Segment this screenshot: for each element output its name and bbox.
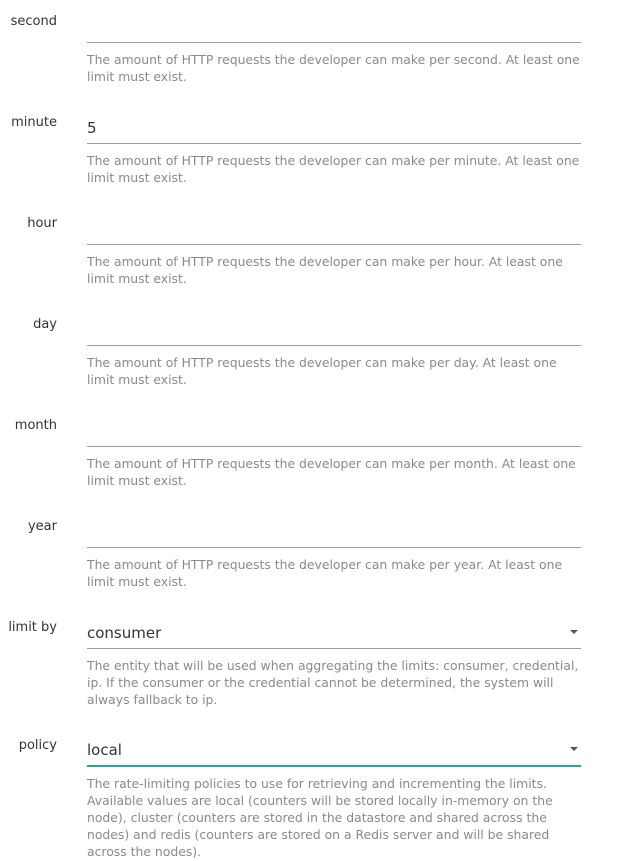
- second-input[interactable]: [87, 18, 547, 36]
- policy-row: [0, 724, 623, 859]
- policy-label: policy: [18, 738, 57, 753]
- minute-label: minute: [11, 115, 57, 130]
- limit-by-label: limit by: [8, 620, 57, 635]
- day-field-wrapper: [87, 303, 581, 346]
- month-help-text: The amount of HTTP requests the developer can make per month. At least one limit must exist.: [87, 456, 576, 488]
- year-row: [0, 505, 623, 606]
- caret-down-icon: [570, 747, 578, 751]
- year-help-text: The amount of HTTP requests the developer can make per year. At least one limit must exist.: [87, 557, 563, 589]
- month-field-wrapper: [87, 404, 581, 447]
- month-label: month: [14, 418, 57, 433]
- hour-label: hour: [27, 216, 57, 231]
- hour-input[interactable]: [87, 220, 547, 238]
- policy-help-text: The rate-limiting policies to use for retrieving and incrementing the limits. Available values are local (counters will be stored locally in-memory on the node), cluster (counters are stored in the datastore and shared across the nodes) and redis (counters are stored on a Redis server and will be shared across the nodes).: [87, 776, 553, 859]
- hour-row: [0, 202, 623, 303]
- year-field-wrapper: [87, 505, 581, 548]
- second-field-wrapper: [87, 0, 581, 43]
- limit-by-row: [0, 606, 623, 724]
- minute-input[interactable]: [87, 119, 547, 137]
- year-input[interactable]: [87, 523, 547, 541]
- policy-selected-value: local: [87, 741, 122, 759]
- month-row: [0, 404, 623, 505]
- policy-select[interactable]: [87, 724, 581, 767]
- caret-down-icon: [570, 630, 578, 634]
- minute-help-text: The amount of HTTP requests the developer can make per minute. At least one limit must exist.: [87, 153, 580, 185]
- limit-by-selected-value: consumer: [87, 624, 162, 642]
- hour-help-text: The amount of HTTP requests the developer can make per hour. At least one limit must exist.: [87, 254, 563, 286]
- day-help-text: The amount of HTTP requests the developer can make per day. At least one limit must exist.: [87, 355, 557, 387]
- year-label: year: [27, 519, 57, 534]
- limit-by-select[interactable]: [87, 606, 581, 649]
- month-input[interactable]: [87, 422, 547, 440]
- minute-row: [0, 101, 623, 202]
- day-label: day: [33, 317, 57, 332]
- second-label: second: [10, 14, 57, 29]
- day-row: [0, 303, 623, 404]
- day-input[interactable]: [87, 321, 547, 339]
- limit-by-help-text: The entity that will be used when aggregating the limits: consumer, credential, ip. If the consumer or the credential cannot be determined, the system will always fallback to ip.: [87, 658, 579, 707]
- hour-field-wrapper: [87, 202, 581, 245]
- second-help-text: The amount of HTTP requests the developer can make per second. At least one limit must exist.: [87, 52, 580, 84]
- second-row: [0, 0, 623, 101]
- minute-field-wrapper: [87, 101, 581, 144]
